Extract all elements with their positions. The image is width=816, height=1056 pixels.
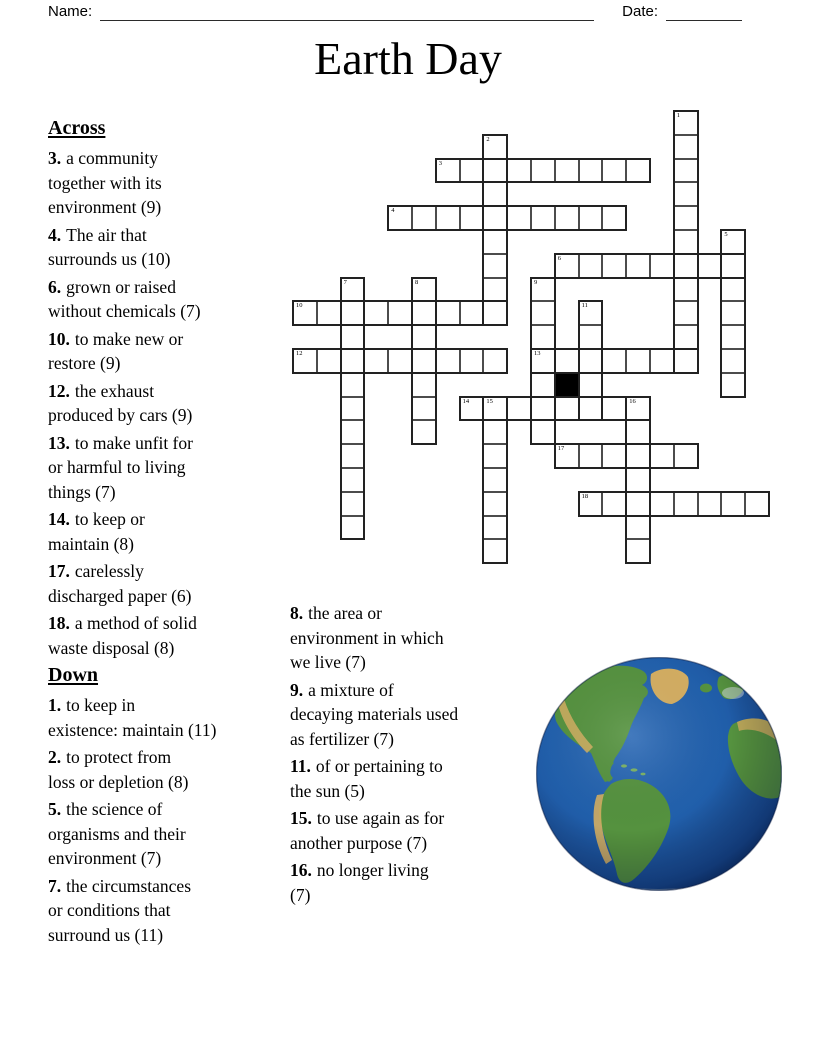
clue-down-16 [290,858,544,907]
grid-cell-r2c14[interactable] [625,158,651,184]
grid-cell-r11c12[interactable] [578,372,604,398]
grid-cell-r5c8[interactable] [482,229,508,255]
clue-number: 1. [48,695,62,715]
grid-cell-r12c11[interactable] [554,396,580,422]
grid-cell-r12c14[interactable] [625,396,651,422]
clue-number: 12. [48,380,70,401]
grid-cell-r7c8[interactable] [482,277,508,303]
grid-cell-r10c6[interactable] [435,348,461,374]
grid-cell-r3c16[interactable] [673,181,699,207]
grid-cell-r14c11[interactable] [554,443,580,469]
grid-cell-r2c8[interactable] [482,158,508,184]
clue-text: environment (7) [48,848,162,868]
cell-number: 17 [557,445,565,453]
grid-cell-r2c16[interactable] [673,158,699,184]
clue-across-14 [48,507,294,556]
grid-cell-r16c8[interactable] [482,491,508,517]
cell-number: 7 [343,278,347,286]
grid-cell-r8c5[interactable] [411,300,437,326]
grid-cell-r8c7[interactable] [459,300,485,326]
clue-line [48,874,294,899]
grid-cell-r16c2[interactable] [340,491,366,517]
grid-cell-r13c2[interactable] [340,419,366,445]
cell-number: 9 [534,278,538,286]
clue-line [290,858,544,883]
clue-text: another purpose (7) [290,832,428,853]
cell-number: 2 [486,135,490,143]
cell-number: 13 [534,350,541,357]
clue-text: no longer living [316,860,429,880]
grid-cell-r6c12[interactable] [578,253,604,279]
grid-cell-r2c9[interactable] [506,158,532,184]
cell-number: 11 [581,302,588,310]
grid-cell-r1c16[interactable] [673,134,699,160]
clue-line [290,806,544,831]
grid-cell-r4c5[interactable] [411,205,437,231]
clue-across-3 [48,146,294,220]
clue-text: restore (9) [48,353,121,373]
grid-cell-r12c5[interactable] [411,396,437,422]
clue-line [48,559,294,584]
earth-sphere-shading [537,658,782,891]
clue-line [48,379,294,404]
grid-cell-r10c5[interactable] [411,348,437,374]
page-title: Earth Day [314,33,502,84]
grid-cell-r9c10[interactable] [530,324,556,350]
clue-number: 18. [48,613,70,633]
clue-text: the circumstances [66,875,192,896]
grid-cell-r10c13[interactable] [601,348,627,374]
grid-cell-r9c2[interactable] [340,324,366,350]
grid-cell-r10c15[interactable] [649,348,675,374]
grid-cell-r7c2[interactable] [340,277,366,303]
clue-across-10 [48,327,294,376]
grid-cell-r10c14[interactable] [625,348,651,374]
grid-cell-r8c16[interactable] [673,300,699,326]
grid-cell-r14c12[interactable] [578,443,604,469]
clue-line [48,327,294,352]
clue-text: decaying materials used [290,704,459,724]
clue-down-5 [48,797,294,871]
grid-cell-r1c8[interactable] [482,134,508,160]
grid-cell-r8c1[interactable] [316,300,342,326]
grid-cell-r15c14[interactable] [625,467,651,493]
clue-line [48,745,294,770]
grid-cell-r10c0[interactable] [292,348,318,374]
clue-text: the science of [66,799,163,819]
grid-cell-r13c8[interactable] [482,419,508,445]
cell-number: 15 [486,397,493,405]
clue-text: or harmful to living [48,457,186,477]
cell-number: 18 [581,492,589,500]
clue-down-8 [290,601,544,675]
clue-text: discharged paper (6) [48,585,192,606]
grid-cell-r2c12[interactable] [578,158,604,184]
grid-cell-r9c16[interactable] [673,324,699,350]
grid-cell-r16c19[interactable] [744,491,770,517]
clues-column-left [48,116,294,950]
clue-text: of or pertaining to [315,756,443,776]
grid-cell-r4c16[interactable] [673,205,699,231]
grid-cell-r2c6[interactable] [435,158,461,184]
clue-number: 3. [48,148,62,168]
clue-text: a mixture of [308,679,394,700]
clue-text: things (7) [48,481,116,502]
clue-number: 9. [290,679,304,700]
earth-image [536,657,782,891]
grid-cell-r12c12[interactable] [578,396,604,422]
clue-line [48,146,294,171]
clue-line [48,797,294,822]
grid-cell-r14c13[interactable] [601,443,627,469]
grid-cell-r18c8[interactable] [482,538,508,564]
grid-cell-r13c14[interactable] [625,419,651,445]
clue-text: carelessly [74,561,144,581]
cell-number: 5 [724,231,728,238]
clue-across-12 [48,379,294,428]
clue-text: the area or [308,603,382,623]
clue-text: we live (7) [290,652,366,672]
clue-number: 13. [48,432,70,453]
grid-cell-r10c4[interactable] [387,348,413,374]
grid-cell-r4c7[interactable] [459,205,485,231]
clue-text: organisms and their [48,823,186,844]
grid-cell-r8c10[interactable] [530,300,556,326]
clue-across-6 [48,275,294,324]
clue-line [48,611,294,636]
grid-cell-r12c2[interactable] [340,396,366,422]
clue-number: 10. [48,328,70,349]
grid-cell-r7c16[interactable] [673,277,699,303]
cell-number: 8 [415,278,419,286]
clue-text: to keep in [66,695,136,715]
grid-cell-r8c18[interactable] [720,300,746,326]
down-heading: Down [48,664,99,686]
clue-line [290,601,544,626]
grid-cell-r6c18[interactable] [720,253,746,279]
clue-text: environment in which [290,627,444,648]
clue-text: to protect from [66,747,172,767]
grid-cell-r8c0[interactable] [292,300,318,326]
clue-line [48,507,294,532]
grid-cell-r6c17[interactable] [697,253,723,279]
name-label: Name: [48,3,93,20]
clue-text: (7) [290,884,311,905]
grid-cell-r14c16[interactable] [673,443,699,469]
clue-text: The air that [66,224,147,245]
clue-line [48,223,294,248]
grid-cell-r16c16[interactable] [673,491,699,517]
grid-cell-r4c12[interactable] [578,205,604,231]
grid-cell-r4c9[interactable] [506,205,532,231]
clue-text: produced by cars (9) [48,405,193,425]
clue-across-18 [48,611,294,660]
grid-cell-r6c16[interactable] [673,253,699,279]
clue-number: 2. [48,747,62,767]
across-clues-list [48,146,294,660]
cell-number: 12 [296,350,303,357]
clue-number: 11. [290,756,311,776]
grid-cell-r14c14[interactable] [625,443,651,469]
grid-cell-r5c16[interactable] [673,229,699,255]
cell-number: 3 [438,159,443,167]
grid-cell-r4c13[interactable] [601,205,627,231]
grid-cell-r15c8[interactable] [482,467,508,493]
grid-cell-r16c12[interactable] [578,491,604,517]
clue-number: 15. [290,808,312,828]
grid-cell-black [554,372,580,398]
grid-cell-r16c14[interactable] [625,491,651,517]
clue-across-13 [48,431,294,505]
grid-cell-r7c5[interactable] [411,277,437,303]
grid-cell-r10c18[interactable] [720,348,746,374]
grid-cell-r11c2[interactable] [340,372,366,398]
clues-column-middle [290,601,544,910]
clue-text: loss or depletion (8) [48,771,189,792]
grid-cell-r12c10[interactable] [530,396,556,422]
grid-cell-r15c2[interactable] [340,467,366,493]
grid-cell-r2c13[interactable] [601,158,627,184]
grid-cell-r2c10[interactable] [530,158,556,184]
clue-text: environment (9) [48,197,162,217]
grid-cell-r10c7[interactable] [459,348,485,374]
grid-cell-r9c5[interactable] [411,324,437,350]
cell-number: 1 [676,112,681,119]
clue-line [290,754,544,779]
grid-cell-r5c18[interactable] [720,229,746,255]
clue-text: to make unfit for [74,432,193,453]
clue-down-15 [290,806,544,855]
grid-cell-r6c15[interactable] [649,253,675,279]
clue-text: the sun (5) [290,780,365,801]
cell-number: 14 [462,397,470,405]
crossword-grid [292,110,770,565]
grid-cell-r0c16[interactable] [673,110,699,136]
grid-cell-r9c18[interactable] [720,324,746,350]
clue-number: 6. [48,276,62,297]
clue-number: 14. [48,509,70,529]
grid-cell-r11c18[interactable] [720,372,746,398]
grid-cell-r10c3[interactable] [363,348,389,374]
grid-cell-r18c14[interactable] [625,538,651,564]
clue-text: or conditions that [48,900,171,920]
clue-text: maintain (8) [48,533,135,554]
grid-cell-r10c8[interactable] [482,348,508,374]
clue-line [48,431,294,456]
clue-number: 8. [290,603,304,623]
grid-cell-r10c10[interactable] [530,348,556,374]
grid-cell-r10c16[interactable] [673,348,699,374]
clue-text: to make new or [74,328,184,349]
grid-cell-r11c10[interactable] [530,372,556,398]
grid-cell-r7c18[interactable] [720,277,746,303]
clue-text: waste disposal (8) [48,637,175,658]
cell-number: 10 [296,302,303,310]
grid-cell-r3c8[interactable] [482,181,508,207]
grid-cell-r14c2[interactable] [340,443,366,469]
grid-cell-r16c17[interactable] [697,491,723,517]
grid-cell-r4c10[interactable] [530,205,556,231]
grid-cell-r10c1[interactable] [316,348,342,374]
clue-text: a method of solid [74,613,197,633]
grid-cell-r16c15[interactable] [649,491,675,517]
grid-cell-r8c12[interactable] [578,300,604,326]
clue-text: the exhaust [74,380,155,401]
cell-number: 16 [629,397,636,405]
grid-cell-r2c11[interactable] [554,158,580,184]
grid-cell-r4c11[interactable] [554,205,580,231]
across-heading: Across [48,117,106,139]
grid-cell-r6c11[interactable] [554,253,580,279]
grid-cell-r6c14[interactable] [625,253,651,279]
clue-number: 17. [48,561,70,581]
clue-down-7 [48,874,294,948]
grid-cell-r10c12[interactable] [578,348,604,374]
clue-number: 16. [290,860,312,880]
grid-cell-r10c11[interactable] [554,348,580,374]
grid-cell-r9c12[interactable] [578,324,604,350]
grid-cell-r7c10[interactable] [530,277,556,303]
grid-cell-r2c7[interactable] [459,158,485,184]
grid-cell-r4c6[interactable] [435,205,461,231]
clue-down-1 [48,693,294,742]
grid-cell-r12c7[interactable] [459,396,485,422]
grid-cell-r16c13[interactable] [601,491,627,517]
clue-text: existence: maintain (11) [48,719,217,740]
grid-cell-r8c2[interactable] [340,300,366,326]
grid-cell-r16c18[interactable] [720,491,746,517]
clue-text: grown or raised [66,276,176,297]
grid-cell-r13c5[interactable] [411,419,437,445]
grid-cell-r12c9[interactable] [506,396,532,422]
clue-text: as fertilizer (7) [290,728,394,749]
clue-text: surround us (11) [48,924,164,945]
date-blank-line[interactable] [666,4,742,21]
cell-number: 4 [391,207,395,215]
cell-number: 6 [557,254,562,262]
header [48,3,742,21]
grid-cell-r17c14[interactable] [625,515,651,541]
grid-cell-r8c6[interactable] [435,300,461,326]
clue-text: without chemicals (7) [48,301,201,321]
grid-cell-r6c13[interactable] [601,253,627,279]
grid-cell-r4c8[interactable] [482,205,508,231]
clue-number: 5. [48,799,62,819]
grid-cell-r8c3[interactable] [363,300,389,326]
clue-down-9 [290,678,544,752]
clue-text: together with its [48,172,162,193]
down-clues-list-right [290,601,544,907]
clue-across-4 [48,223,294,272]
name-blank-line[interactable] [100,4,594,21]
clue-text: surrounds us (10) [48,249,171,269]
clue-across-17 [48,559,294,608]
grid-cell-r12c8[interactable] [482,396,508,422]
clue-text: to use again as for [316,808,445,828]
grid-cell-r12c13[interactable] [601,396,627,422]
grid-cell-r8c4[interactable] [387,300,413,326]
grid-cell-r13c10[interactable] [530,419,556,445]
date-label: Date: [622,3,658,20]
clue-down-2 [48,745,294,794]
clue-text: a community [66,148,158,168]
clue-line [290,678,544,703]
grid-cell-r17c2[interactable] [340,515,366,541]
down-clues-list-left [48,693,294,947]
clue-line [48,275,294,300]
grid-cell-r17c8[interactable] [482,515,508,541]
grid-cell-r11c5[interactable] [411,372,437,398]
grid-cell-r8c8[interactable] [482,300,508,326]
grid-cell-r10c2[interactable] [340,348,366,374]
clue-down-11 [290,754,544,803]
clue-text: to keep or [74,509,145,529]
clue-number: 4. [48,224,62,245]
clue-line [48,693,294,718]
grid-cell-r14c15[interactable] [649,443,675,469]
grid-cell-r4c4[interactable] [387,205,413,231]
grid-cell-r14c8[interactable] [482,443,508,469]
clue-number: 7. [48,875,62,896]
grid-cell-r6c8[interactable] [482,253,508,279]
